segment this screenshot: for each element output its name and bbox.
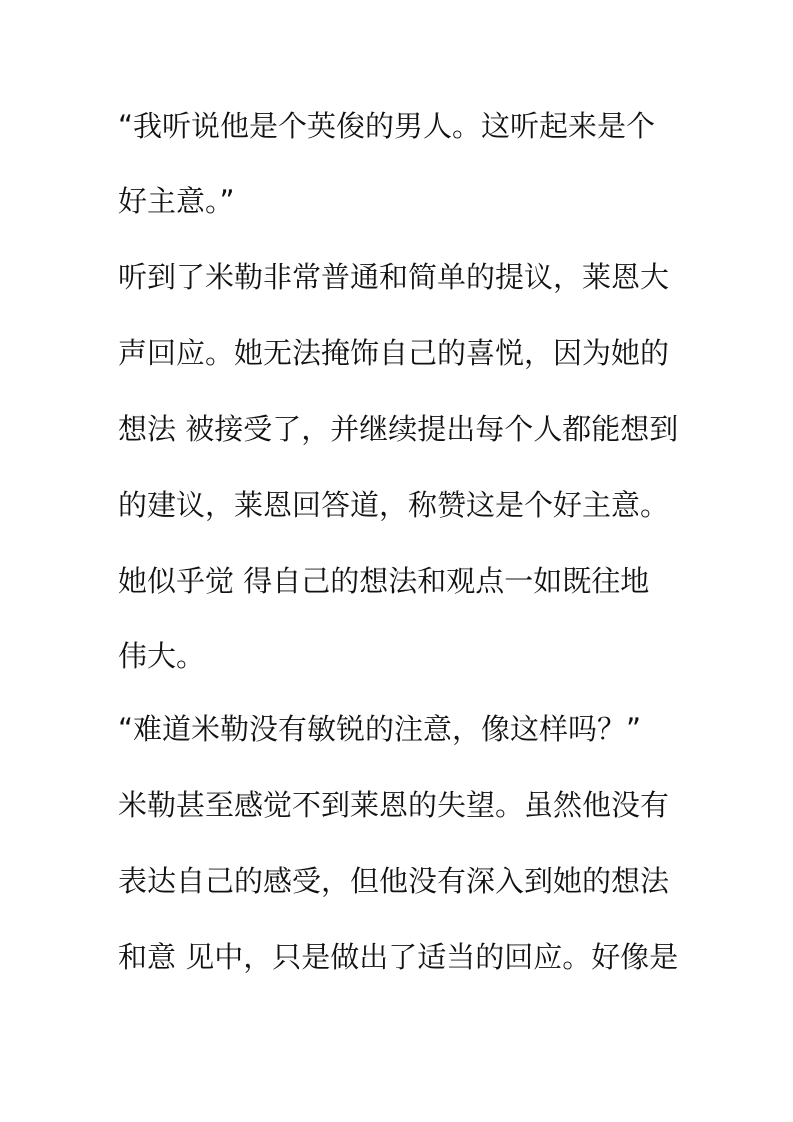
text-line: 米勒甚至感觉不到莱恩的失望。虽然他没有 <box>118 788 670 822</box>
text-line: 听到了米勒非常普通和简单的提议，莱恩大 <box>118 260 670 294</box>
text-line: 表达自己的感受，但他没有深入到她的想法 <box>118 864 670 898</box>
text-line: 她似乎觉 得自己的想法和观点一如既往地 <box>118 564 650 598</box>
text-line: 伟大。 <box>118 639 206 673</box>
text-line: “我听说他是个英俊的男人。这听起来是个 <box>118 109 656 143</box>
text-line: 声回应。她无法掩饰自己的喜悦，因为她的 <box>118 336 670 370</box>
text-line: “难道米勒没有敏锐的注意，像这样吗？” <box>118 712 642 746</box>
text-line: 的建议，莱恩回答道，称赞这是个好主意。 <box>118 488 670 522</box>
text-line: 好主意。” <box>118 184 235 218</box>
text-line: 和意 见中，只是做出了适当的回应。好像是 <box>118 940 679 974</box>
text-line: 想法 被接受了，并继续提出每个人都能想到 <box>118 412 679 446</box>
